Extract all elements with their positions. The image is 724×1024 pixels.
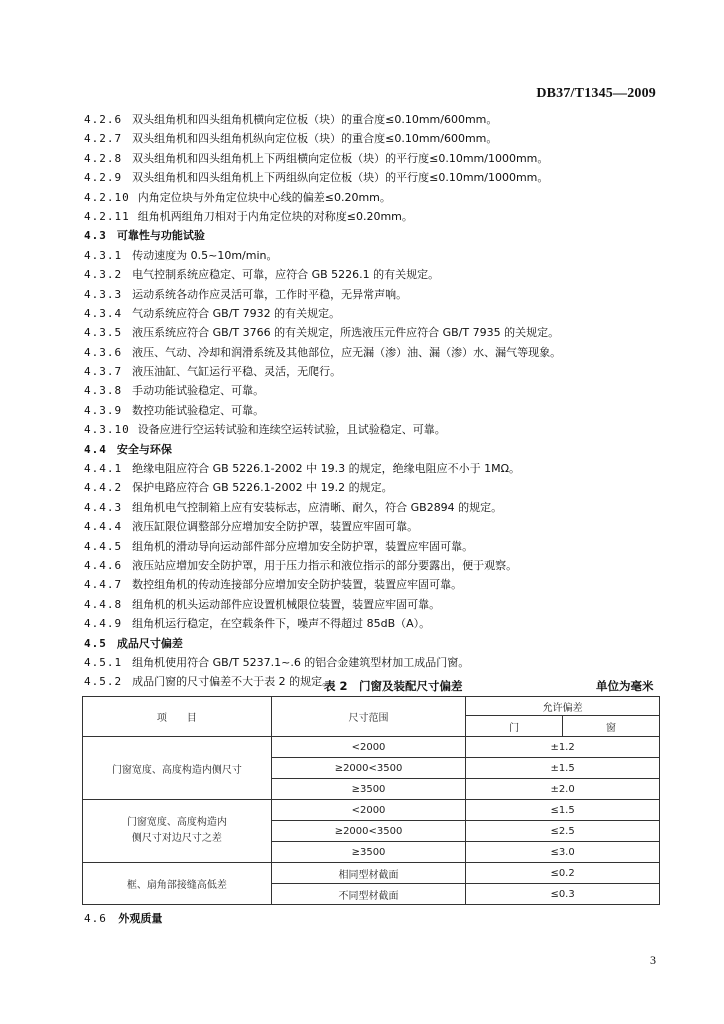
clause-number: 4.2.7 <box>84 132 123 146</box>
clause-line <box>84 381 664 400</box>
row-value: ≤2.5 <box>466 821 660 842</box>
page-number: 3 <box>650 953 656 967</box>
clause-number: 4.4.4 <box>84 520 123 534</box>
clause-number: 4.3.7 <box>84 365 123 379</box>
header-door: 门 <box>466 716 563 737</box>
clause-line <box>84 614 664 633</box>
clause-line <box>84 188 664 207</box>
clause-list <box>84 110 664 692</box>
section-4-6-heading <box>84 910 162 926</box>
clause-line <box>84 265 664 284</box>
clause-number: 4.4.5 <box>84 539 123 553</box>
clause-number: 4.4 <box>84 442 107 456</box>
clause-number: 4.4.3 <box>84 500 123 514</box>
clause-text: 数控功能试验稳定、可靠。 <box>132 403 265 417</box>
clause-text: 液压系统应符合 GB/T 3766 的有关规定，所选液压元件应符合 GB/T 7935 的关规定。 <box>132 326 560 340</box>
clause-number: 4.3.3 <box>84 287 123 301</box>
clause-text: 绝缘电阻应符合 GB 5226.1-2002 中 19.3 的规定，绝缘电阻应不小于 1MΩ。 <box>132 462 521 476</box>
clause-line <box>84 226 664 245</box>
row-item: 门窗宽度、高度构造内侧尺寸 <box>83 737 272 800</box>
clause-text: 运动系统各动作应灵活可靠，工作时平稳，无异常声响。 <box>132 287 408 301</box>
clause-line <box>84 304 664 323</box>
clause-line <box>84 401 664 420</box>
clause-number: 4.4.6 <box>84 558 123 572</box>
table-unit: 单位为毫米 <box>596 679 654 693</box>
clause-text: 液压、气动、冷却和润滑系统及其他部位，应无漏（渗）油、漏（渗）水、漏气等现象。 <box>132 345 562 359</box>
row-range: ≥3500 <box>271 842 465 863</box>
clause-line <box>84 459 664 478</box>
clause-number: 4.3.1 <box>84 248 123 262</box>
table-caption-row <box>84 676 664 696</box>
clause-line <box>84 498 664 517</box>
clause-number: 4.4.2 <box>84 481 123 495</box>
header-range: 尺寸范围 <box>271 697 465 737</box>
clause-line <box>84 343 664 362</box>
clause-text: 双头组角机和四头组角机横向定位板（块）的重合度≤0.10mm/600mm。 <box>132 113 498 126</box>
table-caption: 表 2 门窗及装配尺寸偏差 <box>324 679 463 693</box>
clause-line <box>84 653 664 672</box>
row-value: ≤0.2 <box>466 863 660 884</box>
clause-number: 4.5 <box>84 636 107 650</box>
row-value: ±1.2 <box>466 737 660 758</box>
clause-text: 设备应进行空运转试验和连续空运转试验，且试验稳定、可靠。 <box>137 423 446 437</box>
clause-text: 组角机两组角刀相对于内角定位块的对称度≤0.20mm。 <box>137 209 413 223</box>
clause-number: 4.3.10 <box>84 423 130 437</box>
section-number: 4.6 <box>84 912 107 925</box>
row-range: ≥2000<3500 <box>271 821 465 842</box>
clause-text: 安全与环保 <box>116 442 172 456</box>
clause-line <box>84 323 664 342</box>
clause-text: 气动系统应符合 GB/T 7932 的有关规定。 <box>132 306 341 320</box>
clause-text: 组角机使用符合 GB/T 5237.1~.6 的铝合金建筑型材加工成品门窗。 <box>132 655 470 669</box>
clause-line <box>84 168 664 187</box>
clause-number: 4.3 <box>84 229 107 243</box>
row-value: ±1.5 <box>466 758 660 779</box>
clause-line <box>84 362 664 381</box>
row-value: ≤1.5 <box>466 800 660 821</box>
clause-text: 组角机运行稳定，在空载条件下，噪声不得超过 85dB（A）。 <box>132 617 431 631</box>
clause-text: 成品尺寸偏差 <box>116 636 183 650</box>
header-item: 项 目 <box>83 697 272 737</box>
clause-line <box>84 634 664 653</box>
clause-number: 4.4.8 <box>84 597 123 611</box>
clause-text: 传动速度为 0.5~10m/min。 <box>132 248 278 262</box>
clause-line <box>84 420 664 439</box>
clause-line <box>84 110 664 129</box>
document-code: DB37/T1345—2009 <box>536 86 656 101</box>
clause-line <box>84 595 664 614</box>
clause-line <box>84 478 664 497</box>
clause-text: 数控组角机的传动连接部分应增加安全防护装置，装置应牢固可靠。 <box>132 578 463 592</box>
clause-number: 4.5.1 <box>84 655 123 669</box>
clause-text: 双头组角机和四头组角机上下两组横向定位板（块）的平行度≤0.10mm/1000mm。 <box>132 151 549 165</box>
clause-text: 内角定位块与外角定位块中心线的偏差≤0.20mm。 <box>137 190 391 204</box>
row-range: 不同型材截面 <box>271 884 465 905</box>
row-range: <2000 <box>271 737 465 758</box>
header-allowed-deviation: 允许偏差 <box>466 697 660 716</box>
clause-text: 液压油缸、气缸运行平稳、灵活，无爬行。 <box>132 365 342 379</box>
row-range: ≥2000<3500 <box>271 758 465 779</box>
clause-number: 4.4.9 <box>84 617 123 631</box>
clause-number: 4.3.9 <box>84 403 123 417</box>
row-value: ≤3.0 <box>466 842 660 863</box>
row-range: ≥3500 <box>271 779 465 800</box>
clause-number: 4.4.7 <box>84 578 123 592</box>
clause-line <box>84 129 664 148</box>
clause-number: 4.5.2 <box>84 675 123 689</box>
row-value: ±2.0 <box>466 779 660 800</box>
clause-text: 双头组角机和四头组角机上下两组纵向定位板（块）的平行度≤0.10mm/1000mm。 <box>132 171 549 185</box>
clause-text: 成品门窗的尺寸偏差不大于表 2 的规定。 <box>132 675 334 689</box>
clause-text: 双头组角机和四头组角机纵向定位板（块）的重合度≤0.10mm/600mm。 <box>132 132 498 146</box>
clause-line <box>84 556 664 575</box>
clause-number: 4.3.6 <box>84 345 123 359</box>
row-range: <2000 <box>271 800 465 821</box>
row-item: 框、扇角部接缝高低差 <box>83 863 272 905</box>
section-title: 外观质量 <box>118 912 163 925</box>
clause-line <box>84 149 664 168</box>
deviation-table <box>82 696 660 905</box>
clause-line <box>84 207 664 226</box>
clause-number: 4.2.11 <box>84 209 130 223</box>
clause-text: 液压缸限位调整部分应增加安全防护罩，装置应牢固可靠。 <box>132 520 419 534</box>
table-row <box>83 863 660 884</box>
clause-number: 4.2.9 <box>84 171 123 185</box>
table-row <box>83 800 660 821</box>
clause-line <box>84 537 664 556</box>
clause-text: 电气控制系统应稳定、可靠，应符合 GB 5226.1 的有关规定。 <box>132 268 440 282</box>
header-window: 窗 <box>563 716 660 737</box>
clause-number: 4.3.4 <box>84 306 123 320</box>
clause-number: 4.2.8 <box>84 151 123 165</box>
clause-text: 组角机的滑动导向运动部件部分应增加安全防护罩，装置应牢固可靠。 <box>132 539 474 553</box>
row-range: 相同型材截面 <box>271 863 465 884</box>
clause-text: 组角机的机头运动部件应设置机械限位装置，装置应牢固可靠。 <box>132 597 441 611</box>
clause-number: 4.3.8 <box>84 384 123 398</box>
clause-line <box>84 440 664 459</box>
clause-text: 保护电路应符合 GB 5226.1-2002 中 19.2 的规定。 <box>132 481 393 495</box>
clause-number: 4.2.6 <box>84 113 123 126</box>
table-row <box>83 737 660 758</box>
clause-text: 组角机电气控制箱上应有安装标志，应清晰、耐久，符合 GB2894 的规定。 <box>132 500 503 514</box>
row-item: 门窗宽度、高度构造内侧尺寸对边尺寸之差 <box>83 800 272 863</box>
clause-number: 4.3.2 <box>84 268 123 282</box>
clause-text: 液压站应增加安全防护罩，用于压力指示和液位指示的部分要露出，便于观察。 <box>132 558 518 572</box>
clause-line <box>84 246 664 265</box>
clause-text: 可靠性与功能试验 <box>116 229 205 243</box>
clause-number: 4.3.5 <box>84 326 123 340</box>
clause-number: 4.2.10 <box>84 190 130 204</box>
clause-text: 手动功能试验稳定、可靠。 <box>132 384 265 398</box>
row-value: ≤0.3 <box>466 884 660 905</box>
clause-number: 4.4.1 <box>84 462 123 476</box>
clause-line <box>84 575 664 594</box>
clause-line <box>84 517 664 536</box>
clause-line <box>84 285 664 304</box>
